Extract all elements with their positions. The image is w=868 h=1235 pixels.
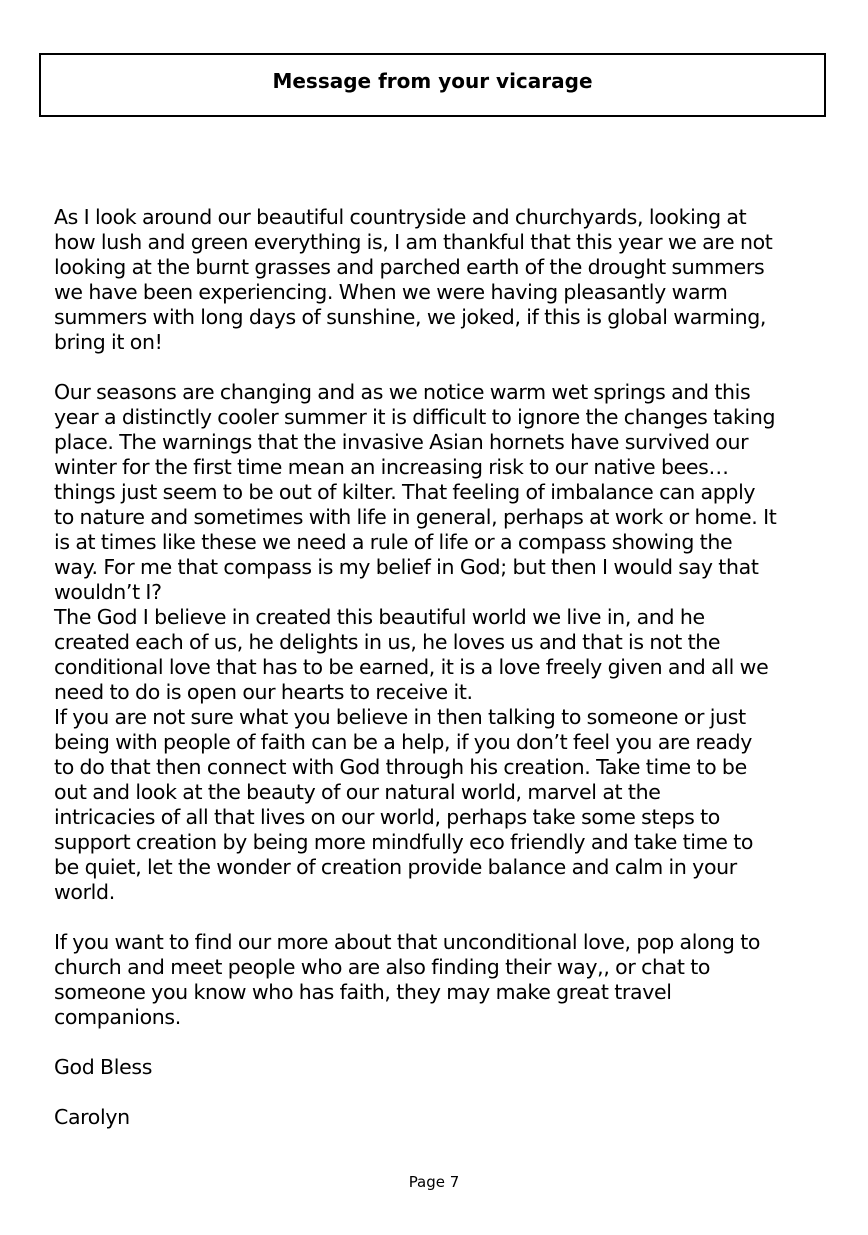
paragraph-invitation: If you want to find our more about that unconditional love, pop along to church and meet people who are also finding their way,, or chat to someone you know who has faith, they may make great travel companions. — [54, 930, 761, 1029]
message-body — [54, 205, 824, 1130]
paragraph-gap — [54, 1030, 824, 1055]
paragraph-god-belief: The God I believe in created this beautiful world we live in, and he created each of us, he delights in us, he loves us and that is not the conditional love that has to be earned, it is a love freely given and all we need to do is open our hearts to receive it. — [54, 605, 769, 704]
closing-blessing: God Bless — [54, 1055, 153, 1079]
paragraph-intro: As I look around our beautiful countryside and churchyards, looking at how lush and green everything is, I am thankful that this year we are not looking at the burnt grasses and parched earth of the drought summers we have been experiencing. When we were having pleasantly warm summers with long days of sunshine, we joked, if this is global warming, bring it on! — [54, 205, 773, 354]
paragraph-creation: If you are not sure what you believe in then talking to someone or just being with people of faith can be a help, if you don’t feel you are ready to do that then connect with God through his creation. Take time to be out and look at the beauty of our natural world, marvel at the intricacies of all that lives on our world, perhaps take some steps to support creation by being more mindfully eco friendly and take time to be quiet, let the wonder of creation provide balance and calm in your world. — [54, 705, 754, 904]
signature-name: Carolyn — [54, 1105, 130, 1129]
page-title: Message from your vicarage — [272, 69, 593, 93]
paragraph-gap — [54, 355, 824, 380]
paragraph-gap — [54, 1080, 824, 1105]
paragraph-seasons: Our seasons are changing and as we notice warm wet springs and this year a distinctly cooler summer it is difficult to ignore the changes taking place. The warnings that the invasive Asian hornets have survived our winter for the first time mean an increasing risk to our native bees… things just seem to be out of kilter. That feeling of imbalance can apply to nature and sometimes with life in general, perhaps at work or home. It is at times like these we need a rule of life or a compass showing the way. For me that compass is my belief in God; but then I would say that wouldn’t I? — [54, 380, 777, 604]
page-number: Page 7 — [408, 1173, 460, 1191]
header-box — [39, 53, 826, 117]
paragraph-gap — [54, 905, 824, 930]
